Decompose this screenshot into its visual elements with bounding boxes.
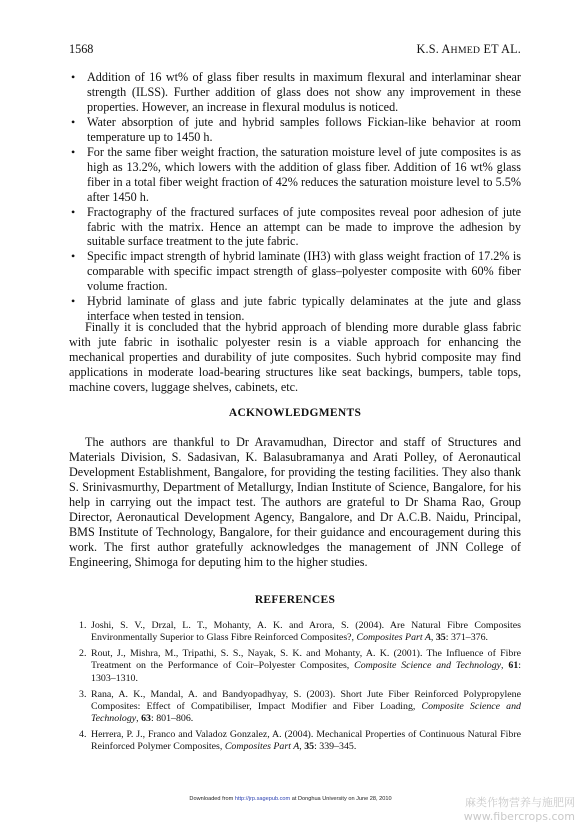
reference-number: 3. [79, 688, 87, 700]
reference-pages: : 1303–1310. [91, 660, 521, 684]
source-link[interactable]: http://jrp.sagepub.com [234, 796, 291, 802]
reference-number: 4. [79, 729, 87, 741]
reference-volume: 61 [508, 660, 519, 672]
bullet-icon: • [71, 70, 76, 84]
bullet-icon: • [71, 144, 76, 159]
reference-number: 2. [79, 648, 87, 660]
bullet-item [69, 115, 521, 145]
reference-volume: 35 [304, 741, 315, 753]
reference-journal: Composite Science and Technology [354, 660, 502, 672]
bullet-text: Water absorption of jute and hybrid samples follows Fickian-like behavior at room temperature up to 1450 h. [87, 114, 521, 144]
reference-journal: Composites Part A [356, 632, 431, 644]
bullet-icon: • [71, 294, 76, 309]
conclusions-bullet-list [69, 70, 521, 324]
reference-item: 3. Rana, A. K., Mandal, A. and Bandyopadhyay, S. (2003). Short Jute Fiber Reinforced Polypropylene Composites: Effect of Compatibiliser, Impact Modifier and Fiber Loading, Composite Science and Technology, 63: 801–806. [79, 688, 521, 725]
bullet-text: Specific impact strength of hybrid laminate (IH3) with glass weight fraction of 17.2% is comparable with specific impact strength of glass–polyester composite with 60% fiber volume fraction. [87, 249, 521, 294]
reference-text: Rana, A. K., Mandal, A. and Bandyopadhyay, S. (2003). Short Jute Fiber Reinforced Polypropylene Composites: Effect of Compatibiliser, Impact Modifier and Fiber Loading, [91, 688, 521, 712]
reference-text: Joshi, S. V., Drzal, L. T., Mohanty, A. K. and Arora, S. (2004). Are Natural Fibre Composites Environmentally Superior to Glass Fibre Reinforced Composites?, [91, 620, 521, 644]
reference-journal: Composite Science and Technology [91, 700, 521, 725]
references-heading: REFERENCES [254, 594, 336, 606]
acknowledgments-heading: ACKNOWLEDGMENTS [228, 407, 362, 419]
reference-item: 2. Rout, J., Mishra, M., Tripathi, S. S., Nayak, S. K. and Mohanty, A. K. (2001). The Influence of Fibre Treatment on the Performance of Coir–Polyester Composites, Composite Science and Technology, 61: 1303–1310. [79, 648, 521, 684]
reference-item: 4. Herrera, P. J., Franco and Valadoz Gonzalez, A. (2004). Mechanical Properties of Continuous Natural Fibre Reinforced Polymer Composites, Composites Part A, 35: 339–345. [79, 729, 521, 753]
site-watermark [449, 796, 575, 824]
footer-suffix: at Donghua University on June 28, 2010 [290, 796, 392, 802]
bullet-text: Hybrid laminate of glass and jute fabric typically delaminates at the jute and glass interface when tested in tension. [87, 294, 521, 324]
reference-volume: 63 [141, 713, 151, 725]
bullet-icon: • [71, 204, 76, 219]
bullet-icon: • [71, 114, 76, 129]
watermark-chinese-text: 麻类作物营养与施肥网 [465, 796, 575, 809]
reference-volume: 35 [435, 632, 446, 644]
bullet-icon: • [71, 249, 76, 264]
watermark-url: www.fibercrops.com [463, 810, 575, 823]
reference-pages: : 339–345. [314, 741, 357, 753]
reference-text: Herrera, P. J., Franco and Valadoz Gonzalez, A. (2004). Mechanical Properties of Continuous Natural Fibre Reinforced Polymer Composites, [91, 729, 521, 753]
running-head-tail: ET AL. [480, 42, 521, 56]
reference-number: 1. [79, 620, 87, 631]
footer-prefix: Downloaded from [189, 796, 235, 802]
running-head [416, 42, 521, 58]
reference-journal: Composites Part A [224, 741, 300, 753]
reference-pages: : 371–376. [445, 632, 488, 644]
bullet-item [69, 70, 521, 115]
reference-text: Rout, J., Mishra, M., Tripathi, S. S., Nayak, S. K. and Mohanty, A. K. (2001). The Influence of Fibre Treatment on the Performance of Coir–Polyester Composites, [91, 648, 521, 672]
bullet-text: Fractography of the fractured surfaces of jute composites reveal poor adhesion of jute fabric with the matrix. Hence an attempt can be made to improve the adhesion by suitable surface treatment to the jute fabric. [87, 204, 521, 249]
bullet-item [69, 205, 521, 250]
running-head-main: K.S. A [416, 42, 451, 56]
reference-item: 1. Joshi, S. V., Drzal, L. T., Mohanty, A. K. and Arora, S. (2004). Are Natural Fibre Composites Environmentally Superior to Glass Fibre Reinforced Composites?, Composites Part A, 35: 371–376. [79, 620, 521, 644]
references-list [79, 620, 521, 757]
bullet-item [69, 145, 521, 205]
page-number: 1568 [69, 42, 94, 56]
reference-pages: : 801–806. [150, 713, 194, 725]
acknowledgments-paragraph: The authors are thankful to Dr Aravamudhan, Director and staff of Structures and Materials Division, S. Sadasivan, K. Balasubramanya and Arati Polley, of Aeronautical Development Establishment, Bangalore, for providing the testing facilities. They also thank S. Srinivasmurthy, Department of Metallurgy, Indian Institute of Science, Bangalore, for his help in carrying out the impact test. The authors are grateful to Dr Shama Rao, Group Director, Aeronautical Development Agency, Bangalore, and Dr A.C.B. Naidu, Principal, BMS Institute of Technology, Bangalore, for their guidance and encouragement during this work. The first author gratefully acknowledges the management of JNN College of Engineering, Shimoga for deputing him to the higher studies. [69, 435, 521, 569]
bullet-text: For the same fiber weight fraction, the saturation moisture level of jute composites is as high as 13.2%, which lowers with the addition of glass fiber. Addition of 16 wt% glass fiber in a total fiber weight fraction of 42% reduces the saturation moisture level to 5.5% after 1450 h. [87, 144, 521, 204]
bullet-item [69, 249, 521, 294]
conclusion-paragraph: Finally it is concluded that the hybrid approach of blending more durable glass fabric with jute fabric in isothalic polyester resin is a viable approach for enhancing the mechanical properties and durability of jute composites. Such hybrid composite may find applications in moderate load-bearing structures like seat backings, bumpers, table tops, machine covers, luggage shelves, cabinets, etc. [69, 320, 521, 394]
running-head-smallcaps: HMED [450, 45, 481, 56]
bullet-text: Addition of 16 wt% of glass fiber results in maximum flexural and interlaminar shear strength (ILSS). Further addition of glass does not show any improvement in these properties. However, an increase in flexural modulus is noticed. [87, 70, 521, 114]
